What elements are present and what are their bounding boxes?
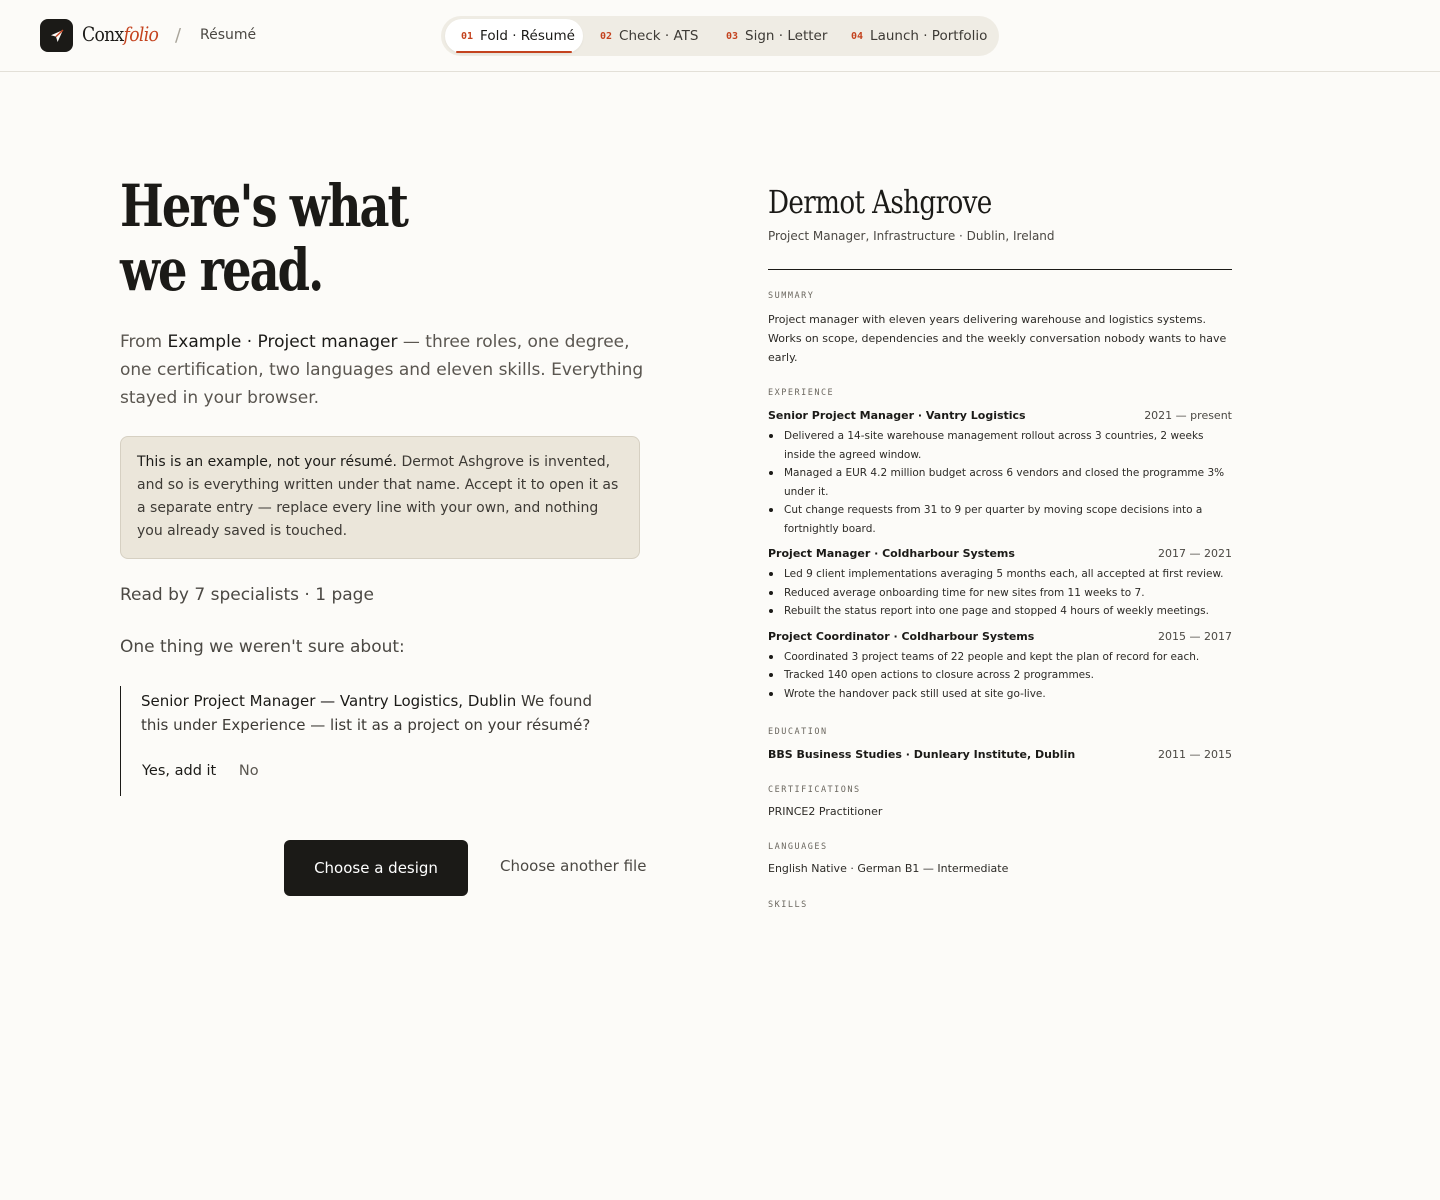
job-bullet: Cut change requests from 31 to 9 per quarter by moving scope decisions into a fortnightly board. bbox=[768, 501, 1232, 538]
step-label: Sign · Letter bbox=[745, 28, 828, 44]
section-label-languages: LANGUAGES bbox=[768, 842, 828, 852]
brand-logo[interactable] bbox=[82, 22, 158, 46]
unsure-heading: One thing we weren't sure about: bbox=[120, 637, 405, 657]
step-number: 03 bbox=[726, 30, 739, 42]
step-label: Fold · Résumé bbox=[480, 28, 575, 44]
job-bullet: Tracked 140 open actions to closure across 2 programmes. bbox=[768, 666, 1232, 685]
education-entry bbox=[768, 748, 1232, 761]
example-notice bbox=[120, 436, 640, 559]
choose-another-file-button[interactable]: Choose another file bbox=[500, 857, 647, 875]
breadcrumb: Résumé bbox=[200, 27, 257, 43]
job-bullets bbox=[768, 565, 1232, 621]
job-bullet: Reduced average onboarding time for new sites from 11 weeks to 7. bbox=[768, 584, 1232, 603]
job-title: Project Coordinator · Coldharbour Systems bbox=[768, 629, 1035, 643]
clarification-question bbox=[120, 686, 640, 796]
step-number: 02 bbox=[600, 30, 613, 42]
section-label-summary: SUMMARY bbox=[768, 291, 815, 301]
job-bullet: Rebuilt the status report into one page and stopped 4 hours of weekly meetings. bbox=[768, 602, 1232, 621]
question-actions bbox=[142, 763, 259, 779]
breadcrumb-separator: / bbox=[175, 25, 182, 46]
no-button[interactable]: No bbox=[238, 763, 259, 779]
choose-design-button[interactable]: Choose a design bbox=[284, 840, 468, 896]
step-number: 04 bbox=[851, 30, 864, 42]
question-text bbox=[141, 686, 621, 737]
step-label: Launch · Portfolio bbox=[870, 28, 988, 44]
brand-name: Conx bbox=[82, 22, 124, 46]
step-navigation bbox=[441, 16, 999, 56]
job-bullet: Led 9 client implementations averaging 5 months each, all accepted at first review. bbox=[768, 565, 1232, 584]
job-dates: 2015 — 2017 bbox=[1158, 629, 1232, 643]
step-number: 01 bbox=[461, 30, 474, 42]
question-body: We found this under Experience — list it as a project on your résumé? bbox=[141, 692, 592, 734]
tab-fold-resume[interactable] bbox=[445, 19, 583, 53]
job-title: Senior Project Manager · Vantry Logistics bbox=[768, 409, 1026, 422]
job-bullet: Managed a EUR 4.2 million budget across 6 vendors and closed the programme 3% under it. bbox=[768, 464, 1232, 501]
intro-source: Example · Project manager bbox=[167, 332, 398, 352]
job-bullets bbox=[768, 648, 1232, 704]
section-label-skills: SKILLS bbox=[768, 900, 808, 910]
read-by-summary: Read by 7 specialists · 1 page bbox=[120, 585, 374, 605]
education-title: BBS Business Studies · Dunleary Institute, Dublin bbox=[768, 748, 1076, 761]
yes-add-it-button[interactable]: Yes, add it bbox=[142, 763, 217, 779]
section-label-experience: EXPERIENCE bbox=[768, 388, 835, 398]
tab-launch-portfolio[interactable] bbox=[848, 19, 987, 53]
intro-text bbox=[120, 328, 645, 412]
job-header bbox=[768, 547, 1232, 560]
question-subject: Senior Project Manager — Vantry Logistics, Dublin bbox=[141, 692, 517, 710]
resume-name: Dermot Ashgrove bbox=[768, 183, 992, 221]
job-bullets bbox=[768, 427, 1232, 538]
resume-preview bbox=[768, 176, 1232, 910]
resume-divider bbox=[768, 269, 1232, 270]
section-label-education: EDUCATION bbox=[768, 727, 828, 737]
job-title: Project Manager · Coldharbour Systems bbox=[768, 547, 1015, 560]
job-dates: 2017 — 2021 bbox=[1158, 547, 1232, 560]
job-bullet: Wrote the handover pack still used at site go-live. bbox=[768, 685, 1232, 704]
intro-rest: — three roles, one degree, one certification, two languages and eleven skills. Everything stayed in your browser. bbox=[120, 332, 644, 408]
paper-plane-icon[interactable] bbox=[40, 19, 73, 52]
step-label: Check · ATS bbox=[619, 28, 699, 44]
education-dates: 2011 — 2015 bbox=[1158, 748, 1232, 761]
job-bullet: Delivered a 14-site warehouse management rollout across 3 countries, 2 weeks inside the agreed window. bbox=[768, 427, 1232, 464]
page-title-line-2: we read. bbox=[120, 236, 323, 304]
certifications-value: PRINCE2 Practitioner bbox=[768, 805, 883, 818]
brand-name-accent: folio bbox=[123, 22, 159, 46]
job-bullet: Coordinated 3 project teams of 22 people and kept the plan of record for each. bbox=[768, 648, 1232, 667]
section-label-certifications: CERTIFICATIONS bbox=[768, 785, 861, 795]
notice-lead: This is an example, not your résumé. bbox=[137, 454, 397, 470]
notice-body: Dermot Ashgrove is invented, and so is everything written under that name. Accept it to open it as a separate entry — replace every line with your own, and nothing you already saved is touched. bbox=[137, 454, 619, 539]
tab-check-ats[interactable] bbox=[597, 19, 698, 53]
intro-from: From bbox=[120, 332, 168, 352]
page-title-line-1: Here's what bbox=[120, 172, 407, 240]
job-dates: 2021 — present bbox=[1144, 409, 1232, 422]
job-header bbox=[768, 630, 1232, 643]
resume-summary: Project manager with eleven years delivering warehouse and logistics systems. Works on scope, dependencies and the weekly conversation nobody wants to have early. bbox=[768, 313, 1227, 364]
tab-sign-letter[interactable] bbox=[723, 19, 827, 53]
resume-subtitle: Project Manager, Infrastructure · Dublin, Ireland bbox=[768, 229, 1055, 243]
languages-value: English Native · German B1 — Intermediate bbox=[768, 862, 1009, 875]
top-bar bbox=[0, 0, 1440, 72]
page-title bbox=[120, 174, 456, 302]
job-header bbox=[768, 409, 1232, 422]
